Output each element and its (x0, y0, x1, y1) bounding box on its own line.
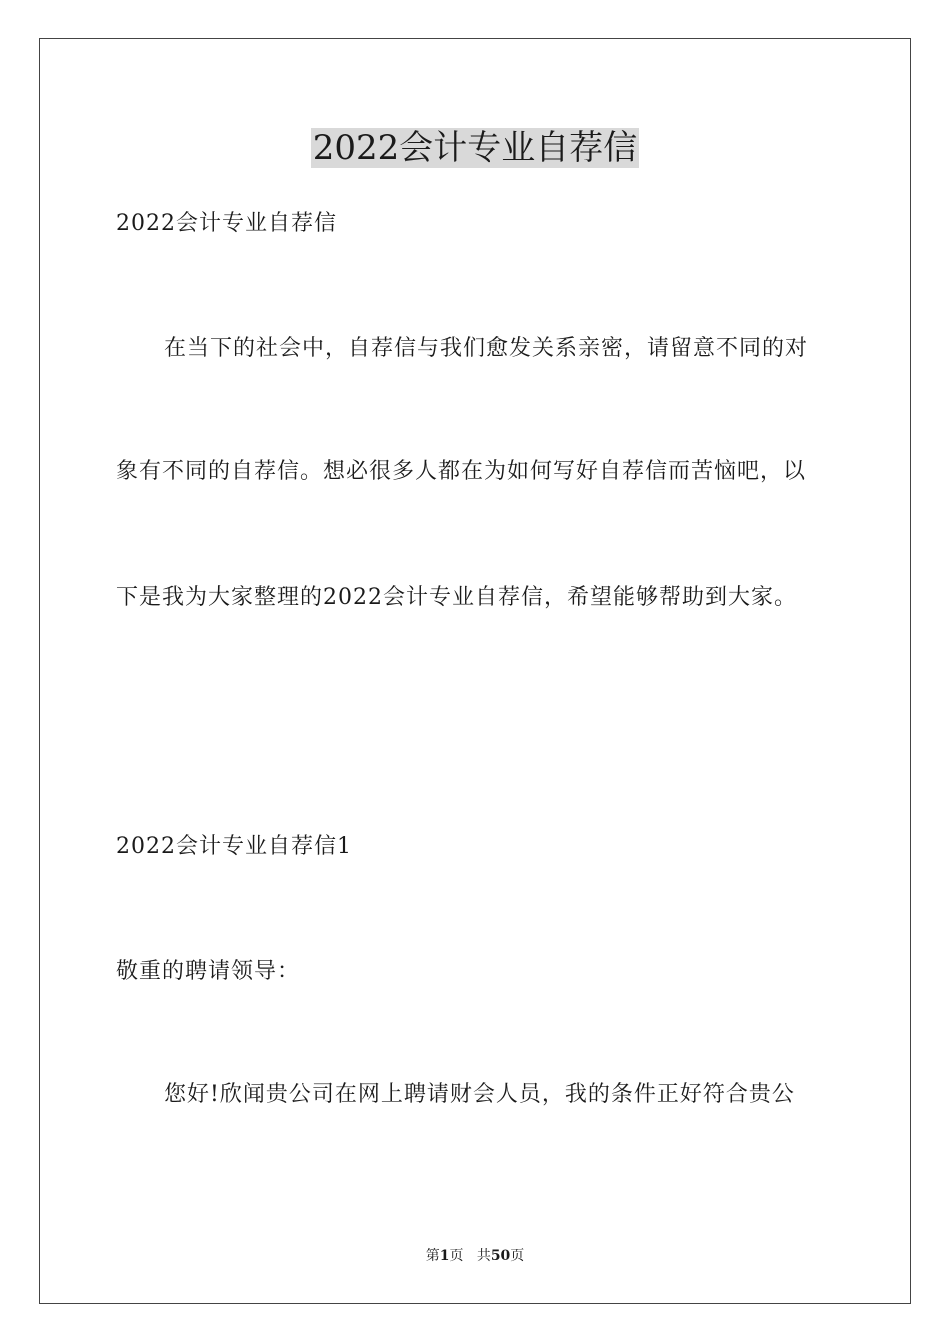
footer-page-suffix: 页 (449, 1248, 464, 1264)
document-subtitle: 2022会计专业自荐信 (116, 211, 337, 236)
intro-line-2: 象有不同的自荐信。想必很多人都在为如何写好自荐信而苦恼吧，以 (116, 459, 807, 484)
footer-page-number: 1 (439, 1248, 450, 1264)
section-heading: 2022会计专业自荐信1 (116, 834, 352, 859)
footer-total-prefix: 共 (476, 1248, 491, 1264)
salutation: 敬重的聘请领导： (116, 959, 301, 984)
footer-total-suffix: 页 (510, 1248, 525, 1264)
page-footer (0, 1246, 950, 1266)
intro-line-3: 下是我为大家整理的2022会计专业自荐信，希望能够帮助到大家。 (116, 585, 797, 610)
footer-total-pages: 50 (490, 1248, 511, 1264)
intro-line-1: 在当下的社会中，自荐信与我们愈发关系亲密，请留意不同的对 (164, 336, 809, 361)
footer-page-prefix: 第 (425, 1248, 440, 1264)
document-title-text: 2022会计专业自荐信 (312, 128, 638, 168)
document-title (0, 122, 950, 174)
body-paragraph-line: 您好!欣闻贵公司在网上聘请财会人员，我的条件正好符合贵公 (164, 1082, 795, 1107)
